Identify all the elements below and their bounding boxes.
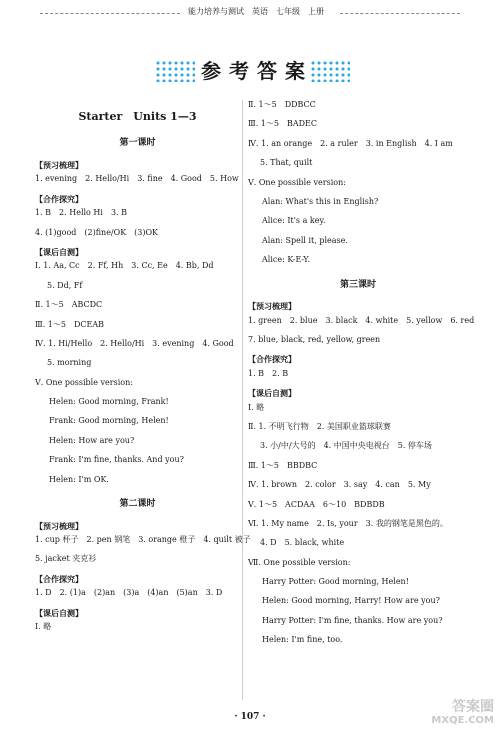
banner-dots-right <box>310 60 350 82</box>
answer-line: Ⅴ. One possible version: <box>35 377 133 387</box>
section-heading: 【预习梳理】 <box>35 159 83 170</box>
dialogue-line: Alice: It's a key. <box>262 216 326 226</box>
dialogue-line: Helen: Good morning, Harry! How are you? <box>262 596 440 606</box>
answer-line: Ⅳ. 1. Hi/Hello 2. Hello/Hi 3. evening 4. Good <box>35 338 234 348</box>
lesson-title-2: 第二课时 <box>119 499 156 510</box>
answer-line: Ⅶ. One possible version: <box>248 557 351 567</box>
answer-line: 1. cup 杯子 2. pen 钢笔 3. orange 橙子 4. quilt 被子 <box>35 535 251 545</box>
banner-char-4: 案 <box>285 58 307 83</box>
banner-char-3: 答 <box>257 58 279 83</box>
answer-line: Ⅱ. 1～5 DDBCC <box>248 100 316 109</box>
answer-banner <box>155 48 350 92</box>
answer-line: 5. morning <box>47 358 92 368</box>
answer-line: 1. B 2. Hello Hi 3. B <box>35 208 128 218</box>
answer-line: Ⅱ. 1～5 ABCDC <box>35 300 103 310</box>
header-rule-right <box>340 13 460 14</box>
section-heading: 【合作探究】 <box>248 354 296 365</box>
dialogue-line: Helen: I'm OK. <box>49 474 109 484</box>
answer-line: 5. That, quilt <box>260 158 313 168</box>
answer-line: Ⅲ. 1～5 DCEAB <box>35 319 105 329</box>
answer-line: 5. jacket 夹克衫 <box>35 554 97 564</box>
answer-line: Ⅴ. One possible version: <box>248 177 346 187</box>
dialogue-line: Alice: K-E-Y. <box>262 255 311 265</box>
banner-title <box>199 52 309 86</box>
answer-line: Ⅲ. 1～5 BBDBC <box>248 460 318 470</box>
dialogue-line: Helen: I'm fine, too. <box>262 635 343 645</box>
answer-line: 3. 小/中/大号的 4. 中国中央电视台 5. 停车场 <box>260 441 432 451</box>
dialogue-line: Frank: I'm fine, thanks. And you? <box>49 455 184 465</box>
unit-title: Starter Units 1—3 <box>78 110 197 123</box>
column-divider <box>242 100 243 700</box>
answer-line: Ⅵ. 1. My name 2. Is, your 3. 我的钢笔是黑色的。 <box>248 518 448 528</box>
answer-line: 7. blue, black, red, yellow, green <box>248 334 381 344</box>
answer-line: Ⅰ. 略 <box>35 622 52 632</box>
answer-line: 1. green 2. blue 3. black 4. white 5. yellow 6. red <box>248 315 475 325</box>
watermark-line-2: MXQE.COM <box>431 715 494 726</box>
answer-line: Ⅳ. 1. an orange 2. a ruler 3. in English 4. I am <box>248 138 453 148</box>
right-column <box>248 100 475 655</box>
answer-line: 5. Dd, Ff <box>47 280 83 290</box>
answer-line: Ⅰ. 略 <box>248 402 265 412</box>
answer-line: 4. (1)good (2)fine/OK (3)OK <box>35 227 159 237</box>
answer-line: 1. evening 2. Hello/Hi 3. fine 4. Good 5. How <box>35 174 239 184</box>
banner-char-1: 参 <box>201 58 223 83</box>
page-header <box>40 6 460 20</box>
dialogue-line: Frank: Good morning, Helen! <box>49 416 169 426</box>
section-heading: 【课后自测】 <box>35 246 83 257</box>
page-number: · 107 · <box>234 712 266 722</box>
section-heading: 【合作探究】 <box>35 573 83 584</box>
section-heading: 【预习梳理】 <box>35 520 83 531</box>
answer-line: Ⅱ. 1. 不明飞行物 2. 美国职业篮球联赛 <box>248 421 391 431</box>
watermark-line-1: 答案圈 <box>452 699 494 715</box>
dialogue-line: Alan: Spell it, please. <box>262 235 348 245</box>
section-heading: 【课后自测】 <box>248 388 296 399</box>
dialogue-line: Harry Potter: I'm fine, thanks. How are you? <box>262 615 443 625</box>
answer-line: Ⅳ. 1. brown 2. color 3. say 4. can 5. My <box>248 480 431 490</box>
section-heading: 【合作探究】 <box>35 193 83 204</box>
lesson-title-1: 第一课时 <box>119 138 156 149</box>
answer-line: 4. D 5. black, white <box>260 538 345 548</box>
answer-line: Ⅴ. 1～5 ACDAA 6～10 BDBDB <box>248 499 385 509</box>
lesson-title-3: 第三课时 <box>339 279 376 290</box>
answer-line: 1. D 2. (1)a (2)an (3)a (4)an (5)an 3. D <box>35 588 223 598</box>
dialogue-line: Alan: What's this in English? <box>262 196 379 206</box>
dialogue-line: Helen: How are you? <box>49 435 135 445</box>
header-text: 能力培养与测试 英语 七年级 上册 <box>188 7 324 16</box>
watermark-logo <box>424 696 494 726</box>
dialogue-line: Harry Potter: Good morning, Helen! <box>262 577 409 587</box>
answer-line: 1. B 2. B <box>248 368 289 378</box>
section-heading: 【课后自测】 <box>35 607 83 618</box>
banner-char-2: 考 <box>229 58 251 83</box>
answer-line: Ⅲ. 1～5 BADEC <box>248 119 318 129</box>
banner-dots-left <box>155 60 195 82</box>
answer-line: Ⅰ. 1. Aa, Cc 2. Ff, Hh 3. Cc, Ee 4. Bb, Dd <box>35 261 214 271</box>
left-column <box>35 100 251 641</box>
section-heading: 【预习梳理】 <box>248 301 296 312</box>
dialogue-line: Helen: Good morning, Frank! <box>49 397 169 407</box>
header-rule-left <box>40 13 180 14</box>
